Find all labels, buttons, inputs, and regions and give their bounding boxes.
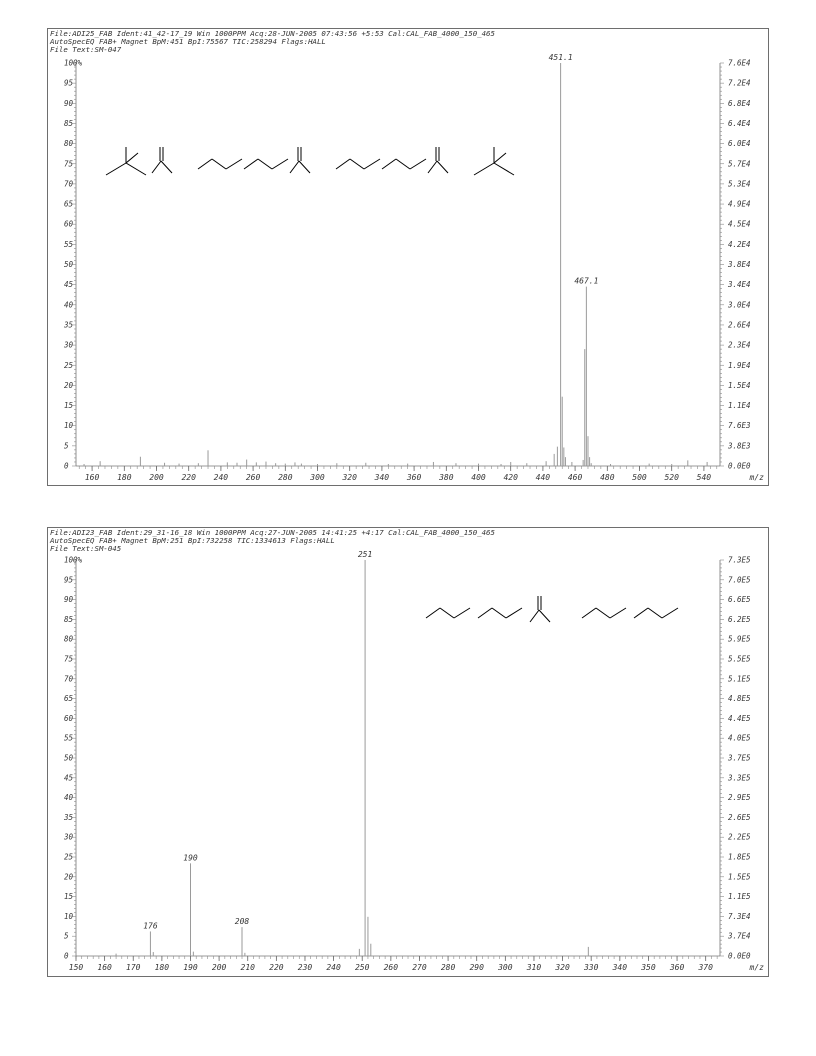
y2-tick-label: 3.3E5 xyxy=(728,773,751,783)
y-tick-label: 40 xyxy=(64,300,74,310)
y-tick-label: 5 xyxy=(64,931,69,941)
bond-line xyxy=(426,608,440,618)
bond-line xyxy=(258,159,272,169)
y2-tick-label: 0.0E0 xyxy=(728,951,751,961)
y2-tick-label: 4.4E5 xyxy=(728,713,751,723)
x-tick-label: 150 xyxy=(68,963,84,972)
y-tick-label: 5 xyxy=(64,441,69,451)
bond-line xyxy=(272,159,288,169)
x-tick-label: 190 xyxy=(183,963,198,972)
y2-tick-label: 7.6E3 xyxy=(728,421,751,431)
chain-icon xyxy=(634,608,678,618)
y2-tick-label: 1.8E5 xyxy=(728,852,751,862)
y2-tick-label: 3.7E5 xyxy=(728,753,751,763)
spectrum-header-line2: AutoSpecEQ FAB+ Magnet BpM:251 BpI:732258 TIC:1334613 Flags:HALL xyxy=(50,536,335,545)
y2-tick-label: 7.3E4 xyxy=(728,911,751,921)
y2-tick-label: 7.6E4 xyxy=(728,58,751,68)
y-tick-label: 30 xyxy=(64,340,74,350)
y2-tick-label: 2.2E5 xyxy=(728,832,751,842)
x-tick-label: 220 xyxy=(181,473,196,482)
peak-label: 176 xyxy=(143,921,158,931)
bond-line xyxy=(382,159,396,169)
bond-line xyxy=(478,608,492,618)
chain-icon xyxy=(336,159,380,169)
y-tick-label: 90 xyxy=(64,98,74,108)
x-tick-label: 520 xyxy=(664,473,679,482)
y-tick-label: 95 xyxy=(64,575,74,585)
y-tick-label: 20 xyxy=(64,872,74,882)
y2-tick-label: 1.5E5 xyxy=(728,872,751,882)
y-tick-label: 15 xyxy=(64,892,74,902)
x-tick-label: 320 xyxy=(555,963,570,972)
y2-tick-label: 7.3E5 xyxy=(728,555,751,565)
bond-line xyxy=(212,159,226,169)
chain-icon xyxy=(478,608,522,618)
y-tick-label: 75 xyxy=(64,654,74,664)
y2-tick-label: 0.0E0 xyxy=(728,461,751,471)
y2-tick-label: 4.5E4 xyxy=(728,219,751,229)
bond-line xyxy=(410,159,426,169)
peak-label: 467.1 xyxy=(574,276,599,286)
spectrum-plot-2 xyxy=(48,528,768,976)
spectrum-header-line2: AutoSpecEQ FAB+ Magnet BpM:451 BpI:75567 TIC:258294 Flags:HALL xyxy=(50,37,326,46)
x-tick-label: 440 xyxy=(535,473,551,482)
bond-line xyxy=(437,161,448,173)
x-tick-label: 400 xyxy=(471,473,486,482)
x-tick-label: 170 xyxy=(126,963,141,972)
bond-line xyxy=(350,159,364,169)
mass-spectrum-1 xyxy=(47,28,769,486)
y2-tick-label: 2.9E5 xyxy=(728,793,751,803)
bond-line xyxy=(428,161,437,173)
y2-tick-label: 5.9E5 xyxy=(728,634,751,644)
y2-tick-label: 6.2E5 xyxy=(728,614,751,624)
x-tick-label: 480 xyxy=(600,473,615,482)
y-tick-label: 100% xyxy=(64,58,83,68)
bond-line xyxy=(662,608,678,618)
x-tick-label: 380 xyxy=(439,473,454,482)
y-tick-label: 15 xyxy=(64,401,74,411)
y-tick-label: 50 xyxy=(64,753,74,763)
x-tick-label: 160 xyxy=(97,963,112,972)
bond-line xyxy=(539,610,550,622)
y-tick-label: 65 xyxy=(64,199,74,209)
y-tick-label: 65 xyxy=(64,694,74,704)
y-tick-label: 70 xyxy=(64,674,74,684)
vinylidene-icon xyxy=(530,596,550,622)
bond-line xyxy=(454,608,470,618)
y-tick-label: 75 xyxy=(64,159,74,169)
y2-tick-label: 1.5E4 xyxy=(728,380,751,390)
x-axis-unit-label: m/z xyxy=(749,963,764,972)
y2-tick-label: 2.6E5 xyxy=(728,812,751,822)
x-tick-label: 500 xyxy=(632,473,647,482)
y2-tick-label: 2.3E4 xyxy=(728,340,751,350)
chain-icon xyxy=(426,608,470,618)
bond-line xyxy=(299,161,310,173)
bond-line xyxy=(198,159,212,169)
x-tick-label: 420 xyxy=(503,473,518,482)
y2-tick-label: 1.9E4 xyxy=(728,360,751,370)
y2-tick-label: 6.6E5 xyxy=(728,595,751,605)
x-tick-label: 300 xyxy=(310,473,325,482)
y-tick-label: 50 xyxy=(64,260,74,269)
bond-line xyxy=(126,153,138,163)
x-tick-label: 280 xyxy=(278,473,293,482)
chain-icon xyxy=(582,608,626,618)
y2-tick-label: 3.8E3 xyxy=(728,441,751,451)
x-tick-label: 250 xyxy=(354,963,370,972)
spectrum-plot-1 xyxy=(48,29,768,485)
x-tick-label: 160 xyxy=(84,473,100,482)
x-tick-label: 350 xyxy=(641,963,656,972)
bond-line xyxy=(126,163,146,175)
mass-spectrum-2 xyxy=(47,527,769,977)
peak-label: 251 xyxy=(357,550,373,559)
y-tick-label: 30 xyxy=(64,832,74,842)
y2-tick-label: 1.1E4 xyxy=(728,401,751,411)
y-tick-label: 85 xyxy=(64,614,74,624)
x-tick-label: 260 xyxy=(245,473,261,482)
bond-line xyxy=(634,608,648,618)
y2-tick-label: 7.2E4 xyxy=(728,78,751,88)
y2-tick-label: 4.0E5 xyxy=(728,733,751,743)
x-tick-label: 360 xyxy=(669,963,685,972)
x-tick-label: 330 xyxy=(583,963,599,972)
x-axis-unit-label: m/z xyxy=(749,473,764,482)
peak-label: 190 xyxy=(183,853,198,863)
x-tick-label: 210 xyxy=(240,963,255,972)
y-tick-label: 60 xyxy=(64,219,74,229)
y2-tick-label: 5.7E4 xyxy=(728,159,751,169)
x-tick-label: 320 xyxy=(342,473,357,482)
bond-line xyxy=(494,153,506,163)
y-tick-label: 25 xyxy=(64,360,74,370)
x-tick-label: 360 xyxy=(406,473,422,482)
x-tick-label: 370 xyxy=(698,963,713,972)
x-tick-label: 460 xyxy=(567,473,583,482)
y-tick-label: 80 xyxy=(64,634,74,644)
bond-line xyxy=(396,159,410,169)
bond-line xyxy=(106,163,126,175)
y-tick-label: 85 xyxy=(64,118,74,128)
bond-line xyxy=(161,161,172,173)
bond-line xyxy=(290,161,299,173)
y2-tick-label: 5.1E5 xyxy=(728,674,751,684)
x-tick-label: 180 xyxy=(117,473,132,482)
x-tick-label: 260 xyxy=(383,963,399,972)
x-tick-label: 240 xyxy=(213,473,229,482)
bond-line xyxy=(440,608,454,618)
y2-tick-label: 5.5E5 xyxy=(728,654,751,664)
y-tick-label: 35 xyxy=(64,320,74,330)
x-tick-label: 300 xyxy=(498,963,513,972)
spectrum-header-line3: File Text:SM-047 xyxy=(50,45,122,54)
bond-line xyxy=(492,608,506,618)
y2-tick-label: 4.9E4 xyxy=(728,199,751,209)
y2-tick-label: 5.3E4 xyxy=(728,179,751,189)
bond-line xyxy=(474,163,494,175)
y2-tick-label: 1.1E5 xyxy=(728,892,751,902)
peak-label: 451.1 xyxy=(548,53,573,62)
spectrum-header-line1: File:ADI23_FAB Ident:29_31-16_18 Win 1000PPM Acq:27-JUN-2005 14:41:25 +4:17 Cal:CAL_FAB_4000_150_465 xyxy=(50,528,495,537)
y-tick-label: 35 xyxy=(64,812,74,822)
y-tick-label: 55 xyxy=(64,733,74,743)
chain-icon xyxy=(198,159,242,169)
y-tick-label: 70 xyxy=(64,179,74,189)
y2-tick-label: 6.0E4 xyxy=(728,139,751,149)
x-tick-label: 240 xyxy=(326,963,341,972)
chain-icon xyxy=(382,159,426,169)
bond-line xyxy=(610,608,626,618)
bond-line xyxy=(152,161,161,173)
y-tick-label: 45 xyxy=(64,773,74,783)
y2-tick-label: 3.4E4 xyxy=(728,280,751,290)
vinylidene-icon xyxy=(152,147,172,173)
x-tick-label: 540 xyxy=(696,473,712,482)
y2-tick-label: 6.8E4 xyxy=(728,98,751,108)
bond-line xyxy=(364,159,380,169)
vinylidene-icon xyxy=(290,147,310,173)
y-tick-label: 55 xyxy=(64,239,74,249)
x-tick-label: 180 xyxy=(154,963,170,972)
x-tick-label: 310 xyxy=(526,963,542,972)
y-tick-label: 10 xyxy=(64,421,74,431)
y-tick-label: 45 xyxy=(64,280,74,290)
y-tick-label: 95 xyxy=(64,78,74,88)
y-tick-label: 90 xyxy=(64,595,74,605)
y2-tick-label: 6.4E4 xyxy=(728,118,751,128)
x-tick-label: 270 xyxy=(412,963,427,972)
y2-tick-label: 4.8E5 xyxy=(728,694,751,704)
vinylidene-icon xyxy=(428,147,448,173)
bond-line xyxy=(530,610,539,622)
y2-tick-label: 4.2E4 xyxy=(728,239,751,249)
bond-line xyxy=(226,159,242,169)
y-tick-label: 25 xyxy=(64,852,74,862)
y-tick-label: 0 xyxy=(64,951,69,961)
spectrum-header-line1: File:ADI25_FAB Ident:41_42-17_19 Win 1000PPM Acq:28-JUN-2005 07:43:56 +5:53 Cal:CAL_FAB_4000_150_465 xyxy=(50,29,495,38)
bond-line xyxy=(648,608,662,618)
bond-line xyxy=(244,159,258,169)
y-tick-label: 10 xyxy=(64,911,74,921)
x-tick-label: 290 xyxy=(469,963,484,972)
y-tick-label: 40 xyxy=(64,793,74,803)
bond-line xyxy=(506,608,522,618)
x-tick-label: 200 xyxy=(149,473,164,482)
y2-tick-label: 2.6E4 xyxy=(728,320,751,330)
bond-line xyxy=(336,159,350,169)
x-tick-label: 230 xyxy=(297,963,313,972)
y-tick-label: 60 xyxy=(64,713,74,723)
bond-line xyxy=(582,608,596,618)
y-tick-label: 0 xyxy=(64,461,69,471)
chain-icon xyxy=(244,159,288,169)
x-tick-label: 200 xyxy=(211,963,227,972)
x-tick-label: 340 xyxy=(374,473,390,482)
spectrum-header-line3: File Text:SM-045 xyxy=(50,544,122,553)
tert-butyl-icon xyxy=(474,147,514,175)
y2-tick-label: 3.0E4 xyxy=(728,300,751,310)
tert-butyl-icon xyxy=(106,147,146,175)
y-tick-label: 100% xyxy=(64,555,83,565)
bond-line xyxy=(494,163,514,175)
x-tick-label: 340 xyxy=(612,963,628,972)
peak-label: 208 xyxy=(234,917,250,927)
y2-tick-label: 3.7E4 xyxy=(728,931,751,941)
y2-tick-label: 3.8E4 xyxy=(728,260,751,269)
x-tick-label: 220 xyxy=(269,963,284,972)
y-tick-label: 80 xyxy=(64,139,74,149)
x-tick-label: 280 xyxy=(440,963,456,972)
y-tick-label: 20 xyxy=(64,380,74,390)
y2-tick-label: 7.0E5 xyxy=(728,575,751,585)
bond-line xyxy=(596,608,610,618)
